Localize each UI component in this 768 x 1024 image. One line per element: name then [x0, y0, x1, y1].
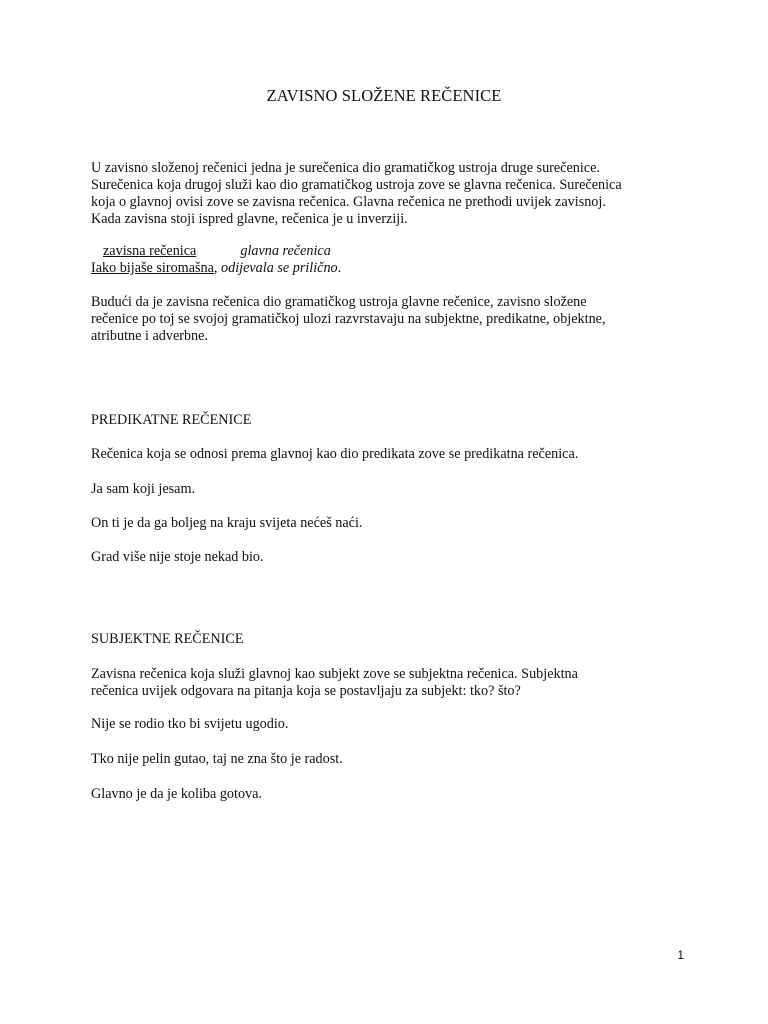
document-title: ZAVISNO SLOŽENE REČENICE	[266, 86, 502, 105]
predikatne-example: Grad više nije stoje nekad bio.	[91, 549, 264, 565]
definition-line: Zavisna rečenica koja služi glavnoj kao subjekt zove se subjektna rečenica. Subjektna	[91, 666, 578, 682]
subjektne-example: Tko nije pelin gutao, taj ne zna što je radost.	[91, 751, 343, 767]
example-zavisna: Iako bijaše siromašna	[91, 260, 214, 276]
intro-paragraph	[91, 160, 691, 228]
page-number: 1	[677, 948, 684, 962]
example-end: .	[337, 260, 342, 276]
intro-line: Kada zavisna stoji ispred glavne, rečenica je u inverziji.	[91, 211, 408, 227]
intro-line: Surečenica koja drugoj služi kao dio gramatičkog ustroja zove se glavna rečenica. Surečenica	[91, 177, 622, 193]
example-labels	[91, 243, 691, 260]
predikatne-example: Ja sam koji jesam.	[91, 481, 196, 497]
paragraph-line: atributne i adverbne.	[91, 328, 208, 344]
example-separator: ,	[213, 260, 222, 276]
subjektne-definition	[91, 666, 691, 700]
definition-line: rečenica uvijek odgovara na pitanja koja se postavljaju za subjekt: tko? što?	[91, 683, 521, 699]
example-glavna: odijevala se prilično	[221, 260, 338, 276]
subjektne-example: Glavno je da je koliba gotova.	[91, 786, 262, 802]
subjektne-example: Nije se rodio tko bi svijetu ugodio.	[91, 716, 289, 732]
label-glavna-recenica: glavna rečenica	[240, 243, 331, 259]
intro-line: koja o glavnoj ovisi zove se zavisna rečenica. Glavna rečenica ne prethodi uvijek zavisnoj.	[91, 194, 606, 210]
predikatne-example: On ti je da ga boljeg na kraju svijeta nećeš naći.	[91, 515, 363, 531]
section-heading-predikatne: PREDIKATNE REČENICE	[91, 412, 252, 428]
intro-line: U zavisno složenoj rečenici jedna je surečenica dio gramatičkog ustroja druge surečenice.	[91, 160, 600, 176]
label-zavisna-recenica: zavisna rečenica	[103, 243, 197, 259]
paragraph-line: Budući da je zavisna rečenica dio gramatičkog ustroja glavne rečenice, zavisno složene	[91, 294, 587, 310]
predikatne-definition: Rečenica koja se odnosi prema glavnoj kao dio predikata zove se predikatna rečenica.	[91, 446, 579, 462]
section-heading-subjektne: SUBJEKTNE REČENICE	[91, 631, 244, 647]
paragraph-line: rečenice po toj se svojoj gramatičkoj ulozi razvrstavaju na subjektne, predikatne, objektne,	[91, 311, 606, 327]
example-sentence	[91, 260, 691, 277]
classification-paragraph	[91, 294, 691, 345]
